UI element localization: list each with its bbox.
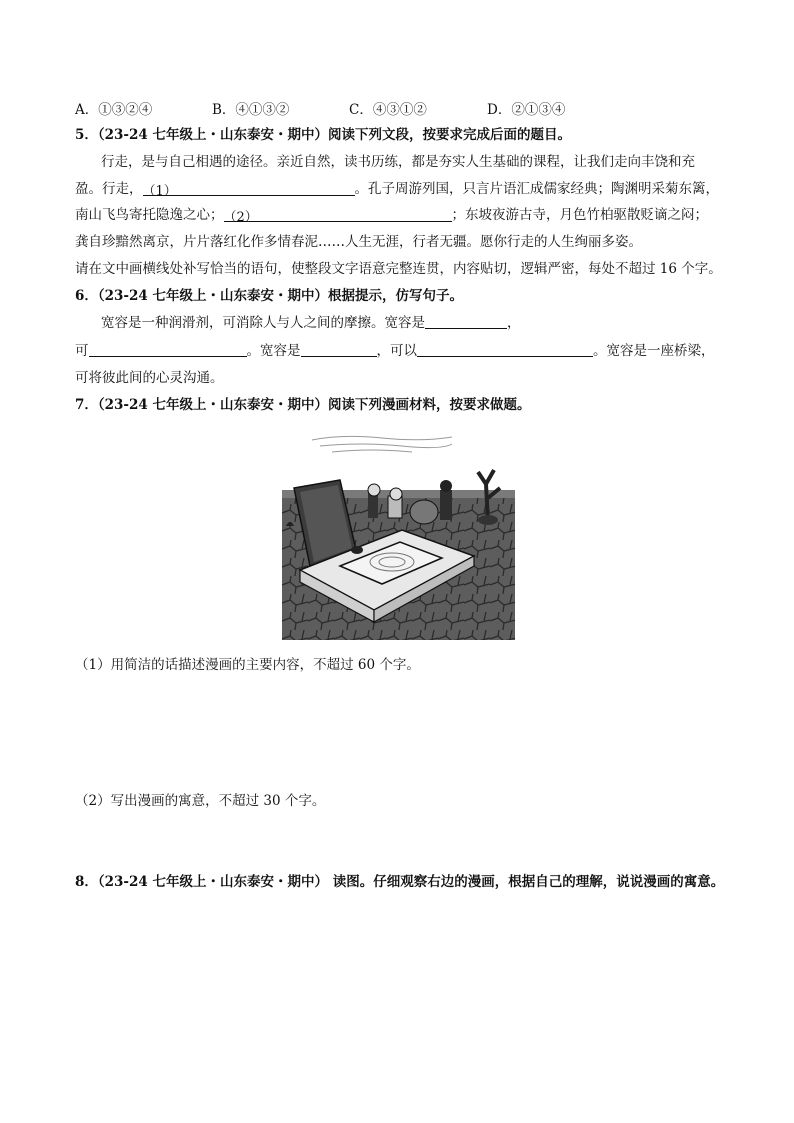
q5-blank-1[interactable]: （1） (143, 181, 355, 196)
q6-blank-2[interactable] (89, 342, 247, 357)
q7-sub-question-2: （2）写出漫画的寓意，不超过 30 个字。 (75, 793, 326, 809)
q6-text: 可 (75, 343, 89, 359)
option-c: C．④③①② (349, 102, 427, 118)
q6-line-1 (101, 313, 521, 333)
q6-blank-1[interactable] (425, 314, 507, 329)
q6-text: 宽容是一种润滑剂，可消除人与人之间的摩擦。宽容是 (101, 315, 425, 331)
q5-blank-2[interactable]: （2） (224, 207, 452, 222)
q7-sub-question-1: （1）用简洁的话描述漫画的主要内容，不超过 60 个字。 (75, 657, 420, 673)
option-b: B．④①③② (212, 102, 290, 118)
q6-text: 。宽容是一座桥梁， (593, 343, 715, 359)
q6-blank-3[interactable] (301, 342, 377, 357)
q5-text: ；东坡夜游古寺，月色竹柏驱散贬谪之闷； (451, 207, 708, 223)
q6-line-3: 可将彼此间的心灵沟通。 (75, 370, 224, 386)
q6-line-2 (75, 341, 715, 361)
q6-text: ，可以 (376, 343, 417, 359)
q5-paragraph-line-3 (75, 205, 708, 225)
option-a: A．①③②④ (75, 102, 153, 118)
q5-text: 。孔子周游列国，只言片语汇成儒家经典；陶渊明采菊东篱， (354, 181, 719, 197)
q6-text: 。宽容是 (246, 343, 301, 359)
q6-text: ， (507, 315, 521, 331)
q5-paragraph-line-1: 行走，是与自己相遇的途径。亲近自然，读书历练，都是夯实人生基础的课程，让我们走向丰饶和充 (101, 154, 695, 170)
q8-heading: 8．（23-24 七年级上・山东泰安・期中） 读图。仔细观察右边的漫画，根据自己的理解，说说漫画的寓意。 (75, 874, 725, 890)
q6-heading: 6．（23-24 七年级上・山东泰安・期中）根据提示，仿写句子。 (75, 288, 464, 304)
q5-paragraph-line-4: 龚自珍黯然离京，片片落红化作多情春泥……人生无涯，行者无疆。愿你行走的人生绚丽多姿。 (75, 234, 642, 250)
q5-heading: 5．（23-24 七年级上・山东泰安・期中）阅读下列文段，按要求完成后面的题目。 (75, 127, 572, 143)
q5-text: 南山飞鸟寄托隐逸之心； (75, 207, 224, 223)
q5-instruction: 请在文中画横线处补写恰当的语句，使整段文字语意完整连贯，内容贴切，逻辑严密，每处不超过 16 个字。 (75, 261, 722, 277)
q5-paragraph-line-2 (75, 179, 719, 199)
cartoon-illustration (282, 432, 515, 640)
q5-text: 盈。行走， (75, 181, 143, 197)
q7-heading: 7．（23-24 七年级上・山东泰安・期中）阅读下列漫画材料，按要求做题。 (75, 397, 531, 413)
q6-blank-4[interactable] (417, 342, 593, 357)
option-d: D．②①③④ (487, 102, 566, 118)
